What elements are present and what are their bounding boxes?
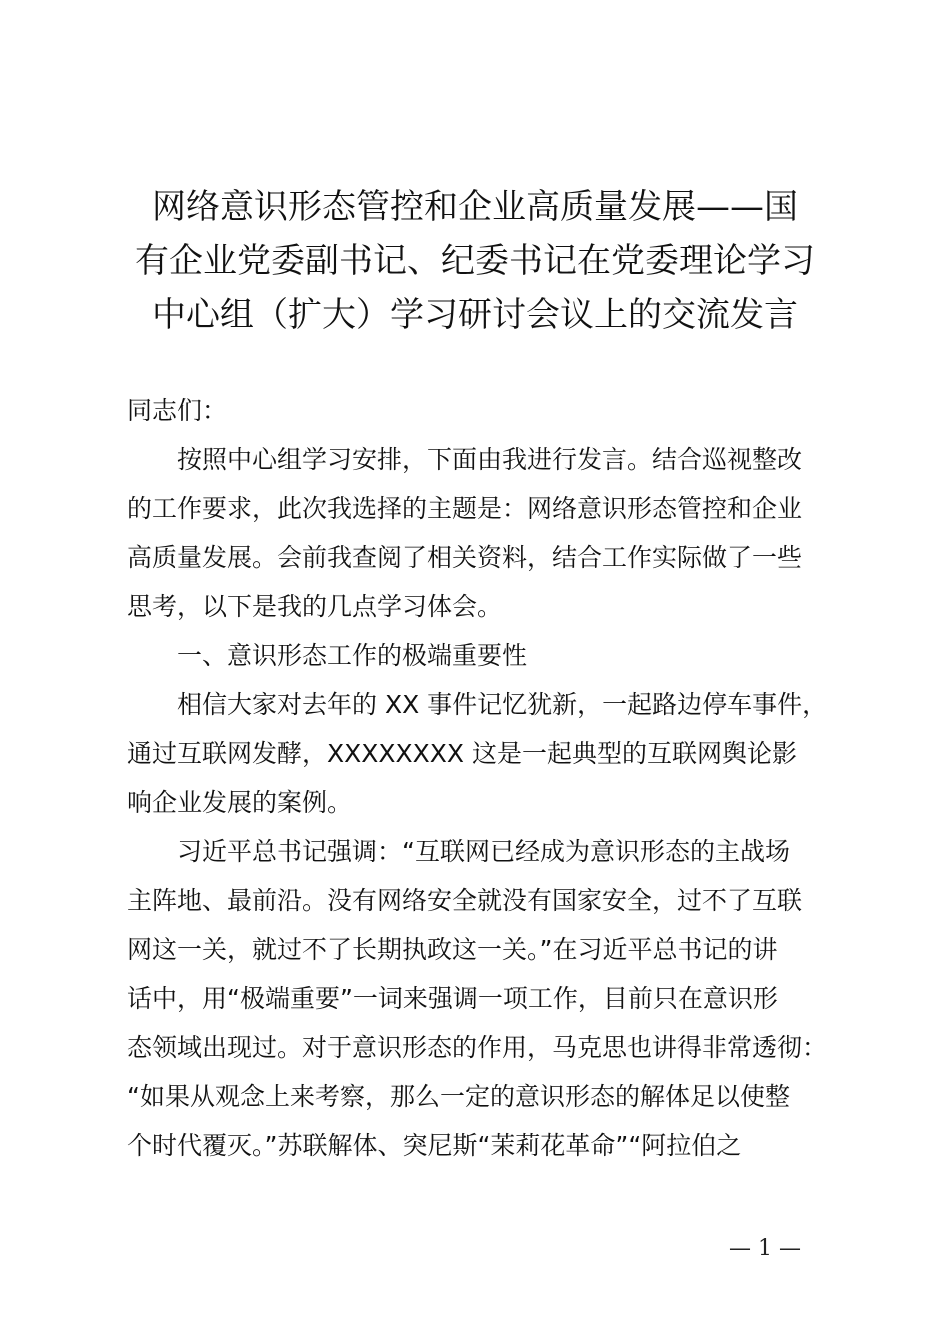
paragraph-quote <box>127 827 837 1170</box>
text-line: 的工作要求，此次我选择的主题是：网络意识形态管控和企业 <box>127 494 803 523</box>
text-line: 主阵地、最前沿。没有网络安全就没有国家安全，过不了互联 <box>127 886 803 915</box>
text-line: 态领域出现过。对于意识形态的作用，马克思也讲得非常透彻： <box>127 1033 828 1062</box>
text-line: 高质量发展。会前我查阅了相关资料，结合工作实际做了一些 <box>127 543 803 572</box>
text-line: 相信大家对去年的 XX 事件记忆犹新，一起路边停车事件， <box>177 690 828 719</box>
text-line: “如果从观念上来考察，那么一定的意识形态的解体足以使整 <box>127 1082 790 1111</box>
title-line: 有企业党委副书记、纪委书记在党委理论学习 <box>135 241 815 281</box>
salutation: 同志们： <box>127 396 228 425</box>
title-line: 中心组（扩大）学习研讨会议上的交流发言 <box>152 295 798 335</box>
paragraph-case <box>127 680 837 827</box>
page-number: — 1 — <box>729 1236 801 1261</box>
text-line: 网这一关，就过不了长期执政这一关。”在习近平总书记的讲 <box>127 935 778 964</box>
text-line: 按照中心组学习安排，下面由我进行发言。结合巡视整改 <box>177 445 803 474</box>
text-line: 个时代覆灭。”苏联解体、突尼斯“茉莉花革命”“阿拉伯之 <box>127 1131 742 1160</box>
document-body <box>127 386 837 1170</box>
text-line: 思考，以下是我的几点学习体会。 <box>127 592 503 621</box>
section-heading: 一、意识形态工作的极端重要性 <box>177 641 528 670</box>
title-line: 网络意识形态管控和企业高质量发展——国 <box>152 187 798 227</box>
text-line: 习近平总书记强调：“互联网已经成为意识形态的主战场 <box>177 837 790 866</box>
document-title <box>120 180 830 342</box>
text-line: 话中，用“极端重要”一词来强调一项工作，目前只在意识形 <box>127 984 778 1013</box>
text-line: 响企业发展的案例。 <box>127 788 353 817</box>
paragraph-intro <box>127 435 837 631</box>
text-line: 通过互联网发酵，XXXXXXXX 这是一起典型的互联网舆论影 <box>127 739 797 768</box>
